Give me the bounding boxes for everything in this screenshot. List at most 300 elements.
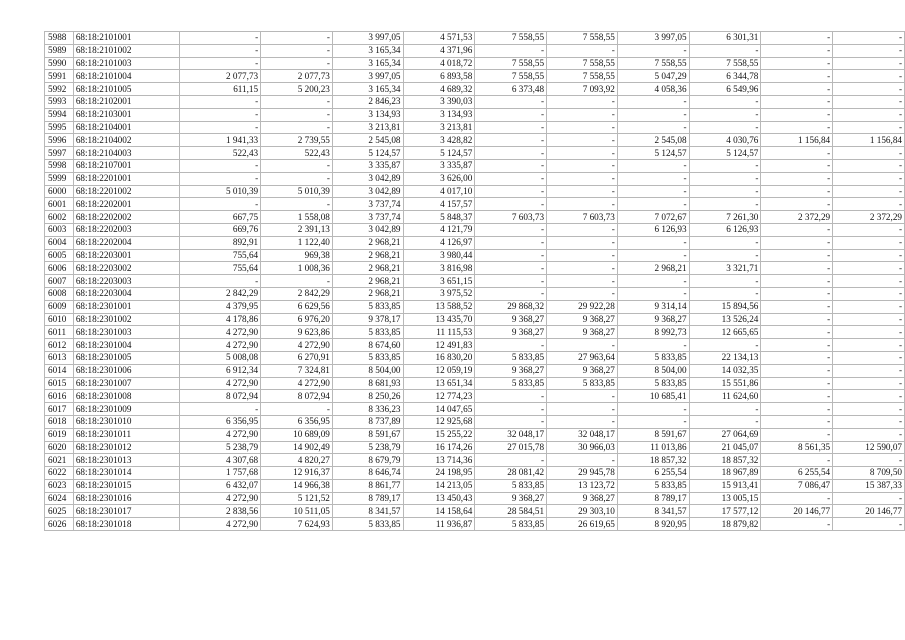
cell-cadastral-code: 68:18:2202004 — [73, 236, 179, 249]
table-row — [45, 249, 905, 262]
cell-value-col-6: 7 093,92 — [547, 83, 618, 96]
table-row — [45, 479, 905, 492]
cell-value-col-4: 3 980,44 — [403, 249, 475, 262]
cell-value-col-4: 4 157,57 — [403, 198, 475, 211]
cell-row-index: 6000 — [45, 185, 74, 198]
cell-value-col-2: - — [261, 95, 333, 108]
cell-value-col-2: 5 200,23 — [261, 83, 333, 96]
cell-value-col-3: 3 165,34 — [332, 83, 403, 96]
cell-value-col-9: - — [761, 403, 833, 416]
cell-value-col-10: 20 146,77 — [833, 505, 905, 518]
cell-value-col-8: 15 894,56 — [689, 300, 761, 313]
table-row — [45, 300, 905, 313]
cell-row-index: 6022 — [45, 467, 74, 480]
cell-cadastral-code: 68:18:2301009 — [73, 403, 179, 416]
cell-value-col-7: 3 997,05 — [617, 32, 689, 45]
cell-value-col-4: 13 435,70 — [403, 313, 475, 326]
cell-value-col-7: 5 047,29 — [617, 70, 689, 83]
cell-value-col-5: - — [475, 172, 547, 185]
cell-value-col-2: 14 902,49 — [261, 441, 333, 454]
cell-value-col-6: - — [547, 198, 618, 211]
cell-value-col-8: 13 005,15 — [689, 492, 761, 505]
table-row — [45, 492, 905, 505]
cell-value-col-3: 2 545,08 — [332, 134, 403, 147]
cell-value-col-4: 14 158,64 — [403, 505, 475, 518]
cell-value-col-5: - — [475, 262, 547, 275]
cell-value-col-5: - — [475, 275, 547, 288]
cell-value-col-10: - — [833, 326, 905, 339]
cell-value-col-9: - — [761, 57, 833, 70]
cell-cadastral-code: 68:18:2301016 — [73, 492, 179, 505]
cell-value-col-10: 12 590,07 — [833, 441, 905, 454]
cell-value-col-1: 6 912,34 — [179, 364, 260, 377]
table-row — [45, 467, 905, 480]
cell-value-col-3: 2 968,21 — [332, 249, 403, 262]
cell-value-col-2: - — [261, 32, 333, 45]
cell-value-col-7: - — [617, 275, 689, 288]
cell-cadastral-code: 68:18:2101003 — [73, 57, 179, 70]
cell-value-col-9: - — [761, 351, 833, 364]
cell-value-col-1: 6 356,95 — [179, 415, 260, 428]
cell-value-col-9: 7 086,47 — [761, 479, 833, 492]
cell-value-col-2: - — [261, 121, 333, 134]
cell-value-col-1: 1 941,33 — [179, 134, 260, 147]
cell-value-col-9: - — [761, 326, 833, 339]
cell-value-col-6: - — [547, 339, 618, 352]
cell-value-col-1: - — [179, 275, 260, 288]
cell-cadastral-code: 68:18:2301010 — [73, 415, 179, 428]
cell-value-col-2: 7 324,81 — [261, 364, 333, 377]
cell-value-col-3: 3 737,74 — [332, 211, 403, 224]
cell-value-col-10: - — [833, 313, 905, 326]
cell-value-col-9: - — [761, 313, 833, 326]
cell-value-col-5: - — [475, 185, 547, 198]
cell-value-col-2: - — [261, 172, 333, 185]
cell-value-col-5: 29 868,32 — [475, 300, 547, 313]
cell-row-index: 6019 — [45, 428, 74, 441]
cell-row-index: 6011 — [45, 326, 74, 339]
cell-value-col-10: - — [833, 262, 905, 275]
cell-row-index: 6010 — [45, 313, 74, 326]
cell-value-col-8: - — [689, 415, 761, 428]
cell-value-col-8: 17 577,12 — [689, 505, 761, 518]
cell-value-col-3: 2 968,21 — [332, 236, 403, 249]
table-row — [45, 377, 905, 390]
cell-value-col-10: - — [833, 198, 905, 211]
cell-value-col-6: - — [547, 159, 618, 172]
cell-value-col-6: 27 963,64 — [547, 351, 618, 364]
cell-cadastral-code: 68:18:2104001 — [73, 121, 179, 134]
cell-value-col-9: - — [761, 390, 833, 403]
cell-value-col-9: 20 146,77 — [761, 505, 833, 518]
cell-value-col-9: - — [761, 339, 833, 352]
cell-value-col-9: - — [761, 185, 833, 198]
cell-value-col-10: - — [833, 351, 905, 364]
cell-value-col-10: - — [833, 454, 905, 467]
cell-value-col-6: - — [547, 275, 618, 288]
cell-value-col-6: 7 558,55 — [547, 70, 618, 83]
cell-cadastral-code: 68:18:2103001 — [73, 108, 179, 121]
cell-value-col-1: 4 379,95 — [179, 300, 260, 313]
cell-value-col-4: 5 124,57 — [403, 147, 475, 160]
cell-value-col-9: - — [761, 249, 833, 262]
cell-value-col-6: - — [547, 147, 618, 160]
cell-row-index: 5996 — [45, 134, 74, 147]
cell-value-col-7: - — [617, 198, 689, 211]
table-row — [45, 287, 905, 300]
cell-value-col-8: 7 558,55 — [689, 57, 761, 70]
cell-value-col-9: - — [761, 44, 833, 57]
cell-value-col-6: 7 558,55 — [547, 32, 618, 45]
cell-value-col-10: - — [833, 415, 905, 428]
table-row — [45, 339, 905, 352]
cell-row-index: 6003 — [45, 223, 74, 236]
cell-row-index: 5990 — [45, 57, 74, 70]
cell-value-col-2: 10 511,05 — [261, 505, 333, 518]
cell-value-col-8: 18 857,32 — [689, 454, 761, 467]
cell-value-col-9: - — [761, 147, 833, 160]
cell-row-index: 6020 — [45, 441, 74, 454]
cell-value-col-6: - — [547, 415, 618, 428]
cell-value-col-3: 8 789,17 — [332, 492, 403, 505]
cell-value-col-2: 1 558,08 — [261, 211, 333, 224]
cell-value-col-4: 16 174,26 — [403, 441, 475, 454]
cell-value-col-3: 3 042,89 — [332, 223, 403, 236]
cell-cadastral-code: 68:18:2301008 — [73, 390, 179, 403]
cell-value-col-8: - — [689, 108, 761, 121]
cell-value-col-5: 28 584,51 — [475, 505, 547, 518]
cell-value-col-10: - — [833, 223, 905, 236]
cell-value-col-2: 5 121,52 — [261, 492, 333, 505]
cell-cadastral-code: 68:18:2301015 — [73, 479, 179, 492]
cell-value-col-9: - — [761, 300, 833, 313]
cell-value-col-10: - — [833, 249, 905, 262]
cell-value-col-3: 8 591,67 — [332, 428, 403, 441]
cell-value-col-5: 5 833,85 — [475, 518, 547, 531]
cell-value-col-2: - — [261, 275, 333, 288]
cell-value-col-3: 5 124,57 — [332, 147, 403, 160]
cell-value-col-2: 10 689,09 — [261, 428, 333, 441]
cell-value-col-10: - — [833, 492, 905, 505]
cell-value-col-2: 2 842,29 — [261, 287, 333, 300]
cell-value-col-5: 6 373,48 — [475, 83, 547, 96]
cell-value-col-5: - — [475, 159, 547, 172]
cell-value-col-8: - — [689, 198, 761, 211]
cell-value-col-4: 12 059,19 — [403, 364, 475, 377]
cell-value-col-8: - — [689, 249, 761, 262]
cell-row-index: 5998 — [45, 159, 74, 172]
table-row — [45, 518, 905, 531]
cell-value-col-3: 8 336,23 — [332, 403, 403, 416]
cell-value-col-3: 5 833,85 — [332, 300, 403, 313]
cell-value-col-8: 6 126,93 — [689, 223, 761, 236]
table-row — [45, 454, 905, 467]
cell-value-col-4: 4 018,72 — [403, 57, 475, 70]
cell-value-col-7: 5 833,85 — [617, 377, 689, 390]
cell-value-col-4: 6 893,58 — [403, 70, 475, 83]
cell-value-col-9: - — [761, 492, 833, 505]
table-row — [45, 83, 905, 96]
cell-value-col-8: 22 134,13 — [689, 351, 761, 364]
cell-value-col-5: - — [475, 454, 547, 467]
cell-value-col-8: - — [689, 275, 761, 288]
cell-value-col-8: - — [689, 95, 761, 108]
cell-value-col-1: - — [179, 32, 260, 45]
cell-value-col-3: 2 968,21 — [332, 262, 403, 275]
table-row — [45, 159, 905, 172]
cell-value-col-10: - — [833, 390, 905, 403]
cell-value-col-7: - — [617, 339, 689, 352]
cell-value-col-7: - — [617, 287, 689, 300]
cell-value-col-2: 12 916,37 — [261, 467, 333, 480]
cell-value-col-1: - — [179, 108, 260, 121]
cell-value-col-3: 3 997,05 — [332, 32, 403, 45]
cell-value-col-7: 5 833,85 — [617, 479, 689, 492]
cell-value-col-7: - — [617, 403, 689, 416]
cell-value-col-4: 3 626,00 — [403, 172, 475, 185]
cell-value-col-5: - — [475, 403, 547, 416]
cell-value-col-6: - — [547, 44, 618, 57]
cell-cadastral-code: 68:18:2104002 — [73, 134, 179, 147]
cell-value-col-9: - — [761, 83, 833, 96]
cell-value-col-6: - — [547, 223, 618, 236]
cell-value-col-5: 9 368,27 — [475, 364, 547, 377]
cell-value-col-5: 5 833,85 — [475, 479, 547, 492]
cell-value-col-9: - — [761, 454, 833, 467]
cell-value-col-7: - — [617, 172, 689, 185]
table-row — [45, 121, 905, 134]
cell-value-col-1: 5 008,08 — [179, 351, 260, 364]
cell-cadastral-code: 68:18:2203001 — [73, 249, 179, 262]
cell-value-col-5: 9 368,27 — [475, 492, 547, 505]
cell-value-col-3: 8 341,57 — [332, 505, 403, 518]
cell-value-col-4: 5 848,37 — [403, 211, 475, 224]
cell-value-col-3: 2 968,21 — [332, 275, 403, 288]
cell-value-col-5: - — [475, 147, 547, 160]
cell-cadastral-code: 68:18:2107001 — [73, 159, 179, 172]
cell-value-col-9: - — [761, 95, 833, 108]
cell-value-col-4: 16 830,20 — [403, 351, 475, 364]
cell-value-col-9: - — [761, 198, 833, 211]
cell-cadastral-code: 68:18:2203002 — [73, 262, 179, 275]
cell-value-col-1: 1 757,68 — [179, 467, 260, 480]
cell-row-index: 5989 — [45, 44, 74, 57]
cell-cadastral-code: 68:18:2301012 — [73, 441, 179, 454]
cell-value-col-7: 2 545,08 — [617, 134, 689, 147]
cell-value-col-10: - — [833, 108, 905, 121]
cell-value-col-2: 6 356,95 — [261, 415, 333, 428]
cell-value-col-10: - — [833, 70, 905, 83]
cell-value-col-4: 4 121,79 — [403, 223, 475, 236]
cell-value-col-6: - — [547, 390, 618, 403]
cell-value-col-9: 8 561,35 — [761, 441, 833, 454]
cell-value-col-6: 13 123,72 — [547, 479, 618, 492]
cell-value-col-10: - — [833, 32, 905, 45]
cell-value-col-6: - — [547, 134, 618, 147]
cell-value-col-7: 8 341,57 — [617, 505, 689, 518]
cell-cadastral-code: 68:18:2301004 — [73, 339, 179, 352]
cell-value-col-1: 4 272,90 — [179, 339, 260, 352]
cell-value-col-1: 4 272,90 — [179, 326, 260, 339]
cell-value-col-2: 6 270,91 — [261, 351, 333, 364]
cell-value-col-6: - — [547, 121, 618, 134]
cell-cadastral-code: 68:18:2101002 — [73, 44, 179, 57]
cell-value-col-9: - — [761, 262, 833, 275]
cell-value-col-8: - — [689, 172, 761, 185]
table-row — [45, 108, 905, 121]
cell-value-col-3: 3 335,87 — [332, 159, 403, 172]
cell-row-index: 6004 — [45, 236, 74, 249]
cell-value-col-1: - — [179, 198, 260, 211]
cell-value-col-8: 5 124,57 — [689, 147, 761, 160]
cell-value-col-2: 7 624,93 — [261, 518, 333, 531]
cell-cadastral-code: 68:18:2101001 — [73, 32, 179, 45]
cell-value-col-7: - — [617, 44, 689, 57]
table-row — [45, 95, 905, 108]
cell-value-col-8: 27 064,69 — [689, 428, 761, 441]
cell-row-index: 5991 — [45, 70, 74, 83]
cell-value-col-9: - — [761, 364, 833, 377]
cell-value-col-4: 13 450,43 — [403, 492, 475, 505]
cell-cadastral-code: 68:18:2202003 — [73, 223, 179, 236]
cell-cadastral-code: 68:18:2301011 — [73, 428, 179, 441]
cell-value-col-6: - — [547, 249, 618, 262]
cell-value-col-10: - — [833, 300, 905, 313]
cell-value-col-4: 4 017,10 — [403, 185, 475, 198]
cell-value-col-7: 2 968,21 — [617, 262, 689, 275]
cell-value-col-1: 755,64 — [179, 249, 260, 262]
cell-value-col-7: - — [617, 415, 689, 428]
cell-value-col-7: 4 058,36 — [617, 83, 689, 96]
cell-value-col-6: - — [547, 185, 618, 198]
cell-value-col-1: 4 178,86 — [179, 313, 260, 326]
cell-value-col-3: 3 042,89 — [332, 172, 403, 185]
cell-value-col-2: - — [261, 159, 333, 172]
cell-value-col-4: 13 714,36 — [403, 454, 475, 467]
cell-value-col-9: - — [761, 287, 833, 300]
table-row — [45, 172, 905, 185]
cell-value-col-8: 18 879,82 — [689, 518, 761, 531]
cell-value-col-8: 14 032,35 — [689, 364, 761, 377]
cell-row-index: 6017 — [45, 403, 74, 416]
cell-value-col-8: 4 030,76 — [689, 134, 761, 147]
cell-cadastral-code: 68:18:2104003 — [73, 147, 179, 160]
cell-value-col-1: 6 432,07 — [179, 479, 260, 492]
cell-value-col-8: 15 913,41 — [689, 479, 761, 492]
table-row — [45, 364, 905, 377]
cell-cadastral-code: 68:18:2301007 — [73, 377, 179, 390]
cell-value-col-5: 7 603,73 — [475, 211, 547, 224]
cell-value-col-6: 32 048,17 — [547, 428, 618, 441]
table-row — [45, 185, 905, 198]
cell-row-index: 5999 — [45, 172, 74, 185]
cell-value-col-4: 3 428,82 — [403, 134, 475, 147]
cell-value-col-3: 3 213,81 — [332, 121, 403, 134]
cell-value-col-5: 7 558,55 — [475, 32, 547, 45]
cell-value-col-3: 8 674,60 — [332, 339, 403, 352]
table-row — [45, 236, 905, 249]
cell-value-col-2: 4 272,90 — [261, 377, 333, 390]
cell-value-col-8: 6 301,31 — [689, 32, 761, 45]
cell-value-col-7: 11 013,86 — [617, 441, 689, 454]
cell-value-col-5: - — [475, 223, 547, 236]
cell-value-col-6: 26 619,65 — [547, 518, 618, 531]
cell-value-col-5: - — [475, 249, 547, 262]
cell-value-col-10: - — [833, 57, 905, 70]
cell-value-col-7: 9 368,27 — [617, 313, 689, 326]
cell-value-col-8: 6 549,96 — [689, 83, 761, 96]
cell-value-col-10: - — [833, 121, 905, 134]
cell-value-col-3: 8 861,77 — [332, 479, 403, 492]
cell-value-col-6: - — [547, 403, 618, 416]
cell-value-col-10: 15 387,33 — [833, 479, 905, 492]
cell-value-col-7: 8 591,67 — [617, 428, 689, 441]
cell-value-col-6: 9 368,27 — [547, 313, 618, 326]
cell-value-col-5: - — [475, 390, 547, 403]
cell-value-col-6: 9 368,27 — [547, 326, 618, 339]
cell-row-index: 6014 — [45, 364, 74, 377]
table-row — [45, 70, 905, 83]
cell-value-col-2: 1 008,36 — [261, 262, 333, 275]
cell-cadastral-code: 68:18:2301001 — [73, 300, 179, 313]
cell-value-col-7: - — [617, 108, 689, 121]
table-row — [45, 275, 905, 288]
cell-value-col-7: 8 504,00 — [617, 364, 689, 377]
cell-value-col-6: - — [547, 108, 618, 121]
table-row — [45, 428, 905, 441]
cell-value-col-9: - — [761, 275, 833, 288]
table-row — [45, 441, 905, 454]
cell-value-col-5: - — [475, 95, 547, 108]
cell-value-col-5: - — [475, 121, 547, 134]
cell-value-col-4: 13 588,52 — [403, 300, 475, 313]
cell-value-col-1: 4 272,90 — [179, 492, 260, 505]
cell-value-col-2: 14 966,38 — [261, 479, 333, 492]
cell-value-col-1: 5 238,79 — [179, 441, 260, 454]
cell-value-col-3: 5 833,85 — [332, 326, 403, 339]
table-row — [45, 147, 905, 160]
cell-value-col-1: 4 272,90 — [179, 377, 260, 390]
cell-value-col-9: - — [761, 223, 833, 236]
cell-value-col-10: 1 156,84 — [833, 134, 905, 147]
cell-value-col-5: 27 015,78 — [475, 441, 547, 454]
cell-value-col-7: - — [617, 95, 689, 108]
cell-value-col-1: 4 307,68 — [179, 454, 260, 467]
cell-value-col-7: 8 920,95 — [617, 518, 689, 531]
cell-value-col-1: - — [179, 159, 260, 172]
cell-cadastral-code: 68:18:2101005 — [73, 83, 179, 96]
cell-value-col-1: 522,43 — [179, 147, 260, 160]
cell-value-col-3: 8 681,93 — [332, 377, 403, 390]
cell-row-index: 5995 — [45, 121, 74, 134]
cell-row-index: 6009 — [45, 300, 74, 313]
cell-value-col-5: - — [475, 415, 547, 428]
cell-value-col-10: 2 372,29 — [833, 211, 905, 224]
cell-value-col-6: 5 833,85 — [547, 377, 618, 390]
cell-value-col-8: 15 551,86 — [689, 377, 761, 390]
cell-value-col-3: 2 846,23 — [332, 95, 403, 108]
cell-value-col-7: 8 789,17 — [617, 492, 689, 505]
cell-value-col-2: 5 010,39 — [261, 185, 333, 198]
cell-value-col-10: - — [833, 339, 905, 352]
cell-value-col-7: 6 126,93 — [617, 223, 689, 236]
cell-value-col-7: - — [617, 249, 689, 262]
cell-value-col-7: 10 685,41 — [617, 390, 689, 403]
cell-value-col-1: 2 842,29 — [179, 287, 260, 300]
cell-value-col-5: - — [475, 236, 547, 249]
cell-row-index: 6025 — [45, 505, 74, 518]
cell-value-col-10: - — [833, 236, 905, 249]
